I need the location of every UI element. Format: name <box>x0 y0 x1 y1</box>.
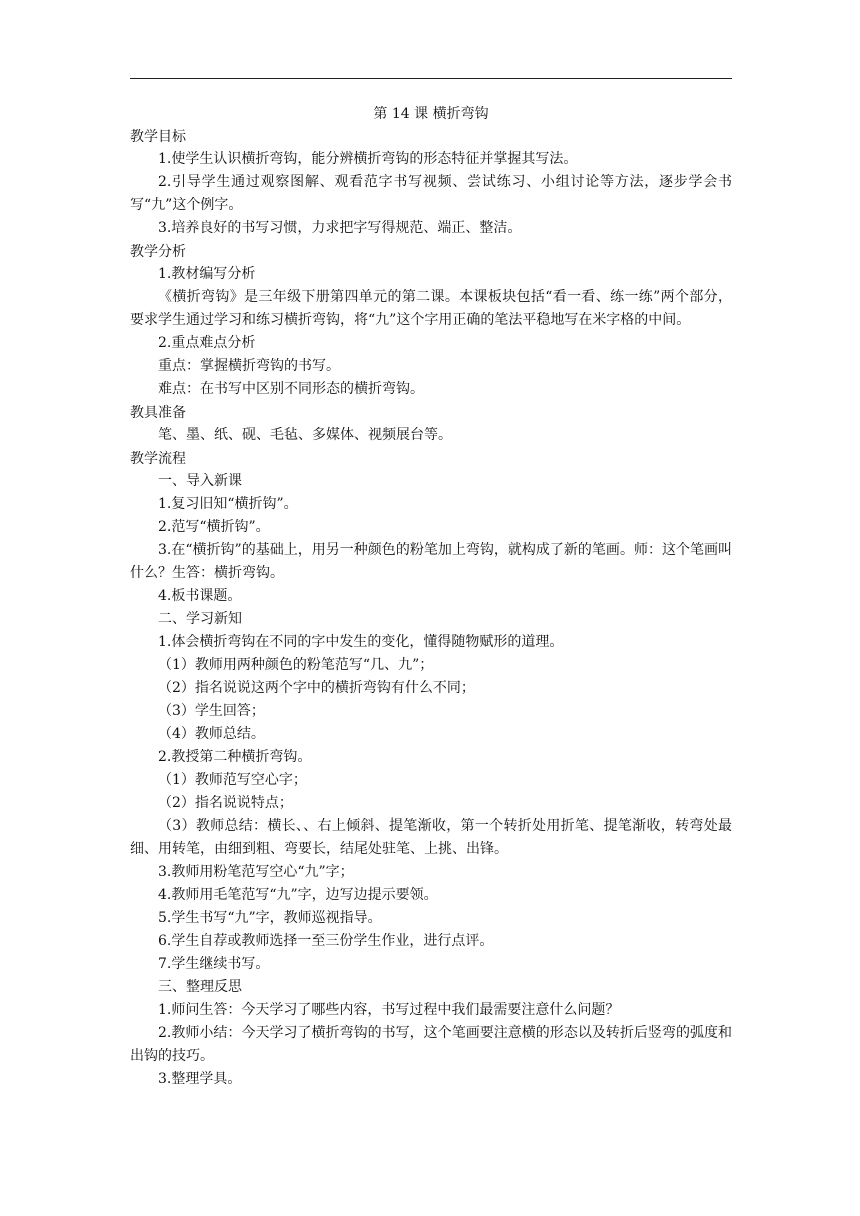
paragraph: 3.整理学具。 <box>158 1071 242 1087</box>
paragraph: （3）学生回答； <box>158 703 265 719</box>
paragraph: 二、学习新知 <box>158 611 242 627</box>
paragraph: 3.培养良好的书写习惯，力求把字写得规范、端正、整洁。 <box>158 220 522 236</box>
paragraph: 4.教师用毛笔范写“九”字，边写边提示要领。 <box>158 887 438 903</box>
section-heading: 教具准备 <box>130 405 186 421</box>
paragraph: 2.教授第二种横折弯钩。 <box>158 749 312 765</box>
section-heading: 教学分析 <box>130 244 186 260</box>
paragraph: （1）教师范写空心字； <box>158 772 307 788</box>
paragraph: 4.板书课题。 <box>158 588 242 604</box>
section-content <box>130 148 732 240</box>
section-tools <box>130 402 732 447</box>
section-process <box>130 448 732 1091</box>
paragraph: 难点：在书写中区别不同形态的横折弯钩。 <box>158 381 424 397</box>
paragraph: （2）指名说说特点； <box>158 795 293 811</box>
paragraph: （1）教师用两种颜色的粉笔范写“几、九”； <box>158 657 434 673</box>
paragraph: 2.教师小结：今天学习了横折弯钩的书写，这个笔画要注意横的形态以及转折后竖弯的弧度和出钩的技巧。 <box>130 1025 732 1064</box>
paragraph: 3.在“横折钩”的基础上，用另一种颜色的粉笔加上弯钩，就构成了新的笔画。师：这个笔画叫什么？生答：横折弯钩。 <box>130 542 732 581</box>
paragraph: 一、导入新课 <box>158 473 242 489</box>
paragraph: 1.复习旧知“横折钩”。 <box>158 496 298 512</box>
paragraph: （2）指名说说这两个字中的横折弯钩有什么不同； <box>158 680 475 696</box>
paragraph: 1.教材编写分析 <box>158 266 256 282</box>
paragraph: 三、整理反思 <box>158 979 242 995</box>
section-heading: 教学目标 <box>130 129 186 145</box>
header-rule <box>130 78 732 79</box>
paragraph: 2.重点难点分析 <box>158 335 256 351</box>
paragraph: 笔、墨、纸、砚、毛毡、多媒体、视频展台等。 <box>158 427 452 443</box>
paragraph: 重点：掌握横折弯钩的书写。 <box>158 358 340 374</box>
section-analysis <box>130 241 732 401</box>
section-heading: 教学流程 <box>130 451 186 467</box>
paragraph: 2.引导学生通过观察图解、观看范字书写视频、尝试练习、小组讨论等方法，逐步学会书写“九”这个例字。 <box>130 174 732 213</box>
paragraph: 《横折弯钩》是三年级下册第四单元的第二课。本课板块包括“看一看、练一练”两个部分，要求学生通过学习和练习横折弯钩，将“九”这个字用正确的笔法平稳地写在米字格的中间。 <box>130 289 732 328</box>
document-body <box>130 103 732 1092</box>
section-goals <box>130 126 732 240</box>
section-content <box>130 263 732 401</box>
paragraph: 1.体会横折弯钩在不同的字中发生的变化，懂得随物赋形的道理。 <box>158 634 564 650</box>
paragraph: 2.范写“横折钩”。 <box>158 519 270 535</box>
paragraph: 6.学生自荐或教师选择一至三份学生作业，进行点评。 <box>158 933 494 949</box>
section-content <box>130 470 732 1091</box>
paragraph: 3.教师用粉笔范写空心“九”字； <box>158 864 354 880</box>
lesson-title: 第 14 课 横折弯钩 <box>373 106 489 122</box>
section-content <box>130 424 732 447</box>
paragraph: （3）教师总结：横长、、右上倾斜、提笔渐收，第一个转折处用折笔、提笔渐收，转弯处最细、用转笔，由细到粗、弯要长，结尾处驻笔、上挑、出锋。 <box>130 818 732 857</box>
paragraph: 5.学生书写“九”字，教师巡视指导。 <box>158 910 382 926</box>
paragraph: （4）教师总结。 <box>158 726 265 742</box>
paragraph: 1.师问生答：今天学习了哪些内容，书写过程中我们最需要注意什么问题？ <box>158 1002 620 1018</box>
paragraph: 1.使学生认识横折弯钩，能分辨横折弯钩的形态特征并掌握其写法。 <box>158 151 578 167</box>
paragraph: 7.学生继续书写。 <box>158 956 270 972</box>
